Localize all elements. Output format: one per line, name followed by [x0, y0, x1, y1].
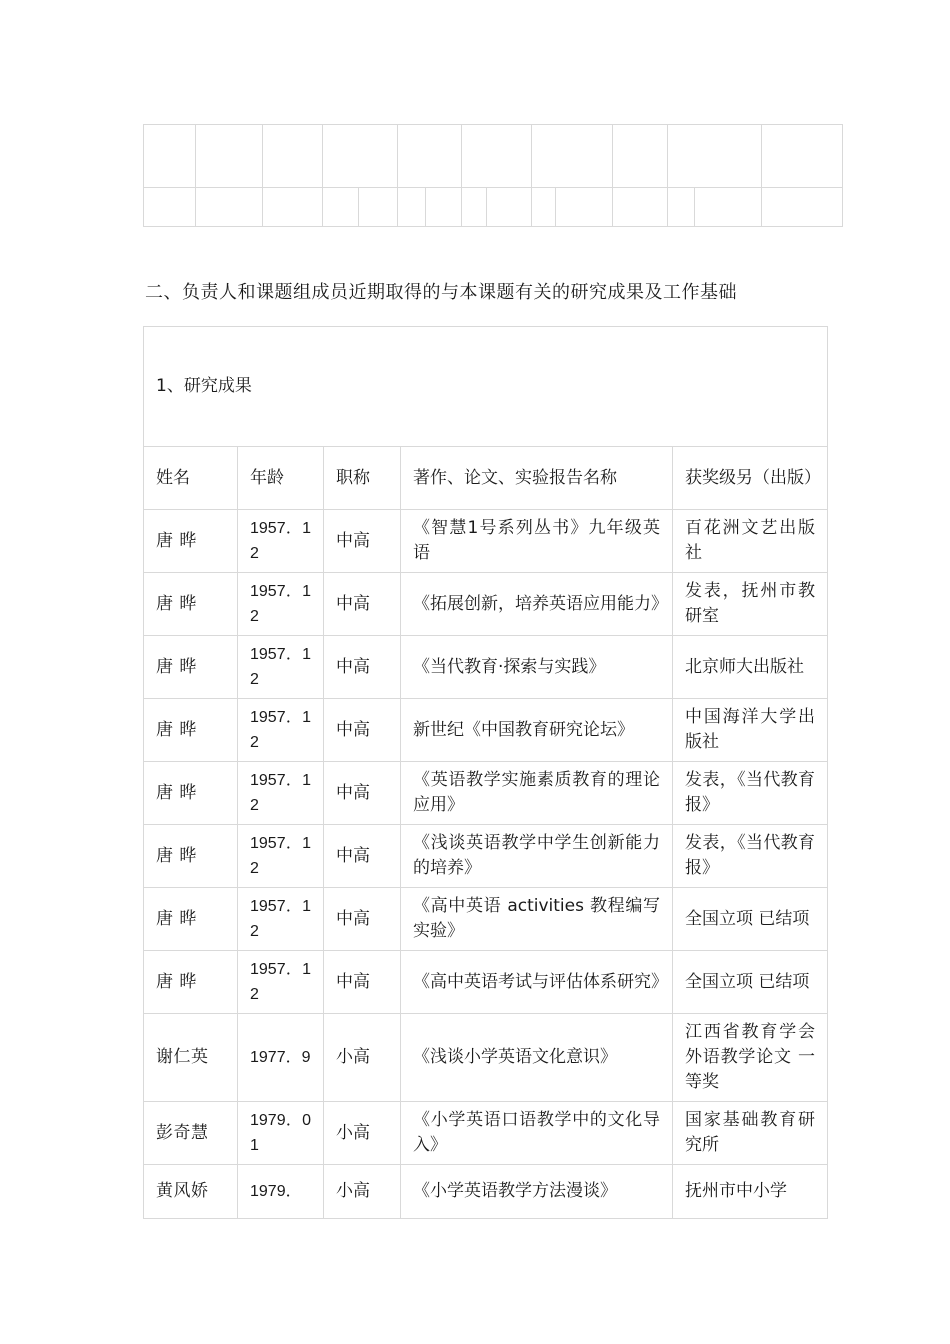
cell-work: 《小学英语教学方法漫谈》: [401, 1165, 673, 1219]
table-row: [144, 951, 828, 1014]
grid-col-divider: [761, 125, 762, 226]
empty-grid-table: [143, 124, 843, 227]
cell-title: 小高: [324, 1165, 401, 1219]
header-award: 获奖级另（出版）: [673, 447, 828, 510]
cell-title: 中高: [324, 951, 401, 1014]
grid-col-divider: [195, 125, 196, 226]
cell-name: 唐 晔: [144, 888, 238, 951]
grid-col-divider: [322, 125, 323, 226]
cell-award: 全国立项 已结项: [673, 951, 828, 1014]
cell-award: 发表，《当代教育报》: [673, 762, 828, 825]
table-header-row: [144, 447, 828, 510]
cell-age: 1957．12: [238, 951, 324, 1014]
grid-subcol-divider: [425, 187, 426, 226]
cell-award: 百花洲文艺出版社: [673, 510, 828, 573]
cell-age: 1957．12: [238, 825, 324, 888]
cell-name: 唐 晔: [144, 573, 238, 636]
cell-title: 中高: [324, 762, 401, 825]
table-caption: 1、研究成果: [144, 327, 828, 447]
research-results-table: [143, 326, 828, 1219]
header-age: 年龄: [238, 447, 324, 510]
cell-award: 全国立项 已结项: [673, 888, 828, 951]
cell-award: 国家基础教育研究所: [673, 1102, 828, 1165]
grid-row-divider: [144, 187, 842, 188]
cell-age: 1957．12: [238, 699, 324, 762]
table-row: [144, 1102, 828, 1165]
cell-award: 抚州市中小学: [673, 1165, 828, 1219]
cell-age: 1957．12: [238, 888, 324, 951]
cell-work: 《浅谈英语教学中学生创新能力的培养》: [401, 825, 673, 888]
cell-name: 唐 晔: [144, 636, 238, 699]
cell-age: 1977．9: [238, 1014, 324, 1102]
grid-subcol-divider: [486, 187, 487, 226]
grid-col-divider: [531, 125, 532, 226]
cell-title: 中高: [324, 636, 401, 699]
grid-subcol-divider: [694, 187, 695, 226]
cell-title: 中高: [324, 573, 401, 636]
grid-subcol-divider: [555, 187, 556, 226]
header-title: 职称: [324, 447, 401, 510]
cell-award: 发表，《当代教育报》: [673, 825, 828, 888]
cell-age: 1957．12: [238, 762, 324, 825]
cell-work: 《智慧1号系列丛书》九年级英语: [401, 510, 673, 573]
cell-name: 唐 晔: [144, 951, 238, 1014]
cell-work: 《高中英语考试与评估体系研究》: [401, 951, 673, 1014]
table-row: [144, 1165, 828, 1219]
cell-name: 谢仁英: [144, 1014, 238, 1102]
table-row: [144, 510, 828, 573]
grid-subcol-divider: [358, 187, 359, 226]
table-row: [144, 573, 828, 636]
cell-title: 中高: [324, 699, 401, 762]
header-work: 著作、论文、实验报告名称: [401, 447, 673, 510]
cell-award: 中国海洋大学出版社: [673, 699, 828, 762]
cell-award: 江西省教育学会外语教学论文 一等奖: [673, 1014, 828, 1102]
cell-work: 《浅谈小学英语文化意识》: [401, 1014, 673, 1102]
table-row: [144, 825, 828, 888]
cell-award: 北京师大出版社: [673, 636, 828, 699]
cell-work: 《小学英语口语教学中的文化导入》: [401, 1102, 673, 1165]
table-caption-row: [144, 327, 828, 447]
cell-age: 1979．: [238, 1165, 324, 1219]
table-row: [144, 888, 828, 951]
cell-title: 小高: [324, 1102, 401, 1165]
grid-col-divider: [262, 125, 263, 226]
cell-work: 新世纪《中国教育研究论坛》: [401, 699, 673, 762]
cell-title: 中高: [324, 825, 401, 888]
table-row: [144, 699, 828, 762]
cell-name: 唐 晔: [144, 762, 238, 825]
cell-work: 《拓展创新，培养英语应用能力》: [401, 573, 673, 636]
cell-name: 唐 晔: [144, 510, 238, 573]
cell-name: 黄风娇: [144, 1165, 238, 1219]
grid-col-divider: [667, 125, 668, 226]
table-row: [144, 1014, 828, 1102]
cell-work: 《高中英语 activities 教程编写实验》: [401, 888, 673, 951]
cell-age: 1957．12: [238, 510, 324, 573]
cell-title: 中高: [324, 888, 401, 951]
grid-col-divider: [612, 125, 613, 226]
cell-age: 1957．12: [238, 573, 324, 636]
header-name: 姓名: [144, 447, 238, 510]
cell-title: 中高: [324, 510, 401, 573]
cell-name: 唐 晔: [144, 699, 238, 762]
cell-age: 1979．01: [238, 1102, 324, 1165]
section-heading: 二、负责人和课题组成员近期取得的与本课题有关的研究成果及工作基础: [145, 282, 737, 303]
table-row: [144, 636, 828, 699]
cell-title: 小高: [324, 1014, 401, 1102]
cell-work: 《英语教学实施素质教育的理论应用》: [401, 762, 673, 825]
cell-age: 1957．12: [238, 636, 324, 699]
table-row: [144, 762, 828, 825]
cell-work: 《当代教育·探索与实践》: [401, 636, 673, 699]
grid-col-divider: [461, 125, 462, 226]
grid-col-divider: [397, 125, 398, 226]
cell-name: 唐 晔: [144, 825, 238, 888]
cell-name: 彭奇慧: [144, 1102, 238, 1165]
cell-award: 发表，抚州市教研室: [673, 573, 828, 636]
